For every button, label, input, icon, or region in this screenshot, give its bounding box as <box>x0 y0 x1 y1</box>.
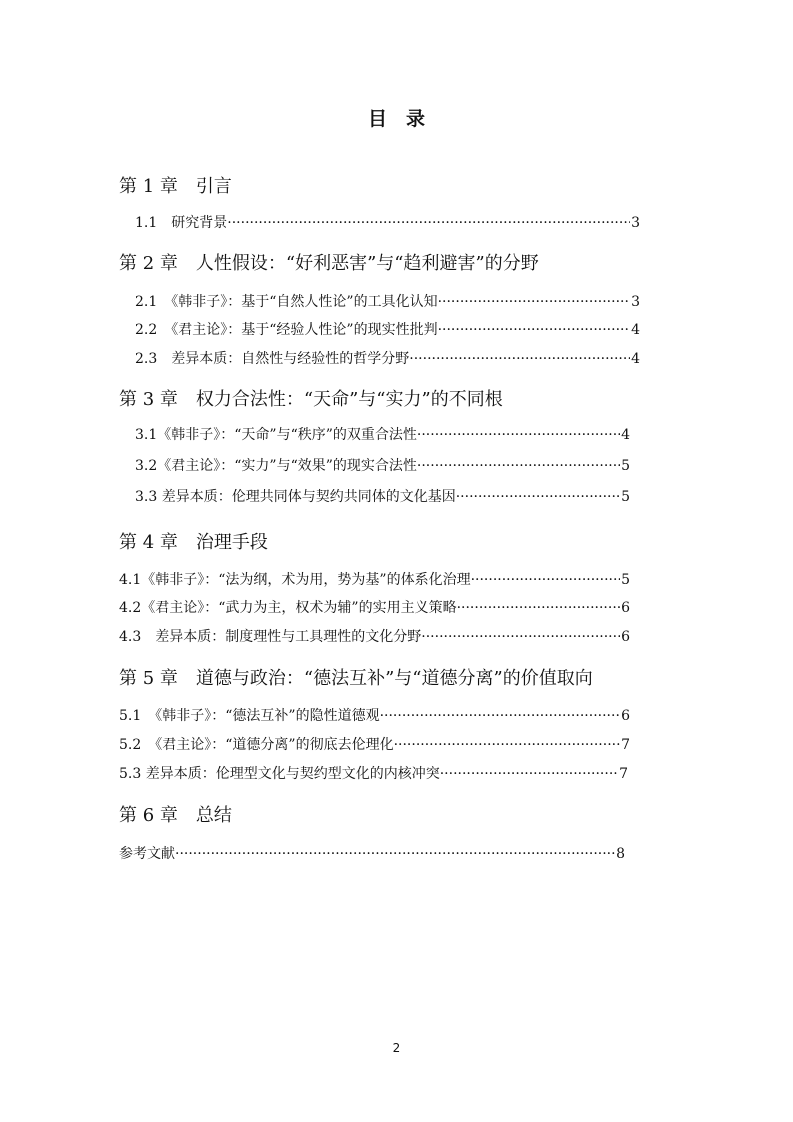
chapter-heading: 第 5 章 道德与政治：“德法互补”与“道德分离”的价值取向 <box>119 668 593 689</box>
toc-entry-label: 2.1 《韩非子》：基于“自然人性论”的工具化认知 <box>135 294 438 310</box>
toc-entry[interactable] <box>119 763 628 783</box>
toc-entry-label: 4.2《君主论》：“武力为主，权术为辅”的实用主义策略 <box>119 600 457 616</box>
toc-entry[interactable] <box>119 626 630 646</box>
toc-entry[interactable] <box>119 705 630 725</box>
toc-leader-dots <box>438 294 631 310</box>
toc-entry-page: 6 <box>621 708 630 724</box>
chapter-heading: 第 3 章 权力合法性：“天命”与“实力”的不同根 <box>119 389 503 410</box>
toc-entry-page: 3 <box>631 215 640 231</box>
toc-entry[interactable] <box>119 569 630 589</box>
toc-entry-page: 4 <box>631 351 640 367</box>
toc-leader-dots <box>471 572 621 588</box>
chapter-heading: 第 1 章 引言 <box>119 176 232 197</box>
toc-entry[interactable] <box>135 348 640 368</box>
toc-entry-label: 4.1《韩非子》：“法为纲，术为用，势为基”的体系化治理 <box>119 572 471 588</box>
toc-entry-label: 2.2 《君主论》：基于“经验人性论”的现实性批判 <box>135 322 438 338</box>
toc-entry-page: 8 <box>616 846 625 862</box>
toc-entry-label: 参考文献 <box>119 846 175 862</box>
chapter-heading: 第 6 章 总结 <box>119 805 232 826</box>
toc-entry-page: 6 <box>621 629 630 645</box>
toc-entry-page: 7 <box>621 737 630 753</box>
toc-entry-page: 4 <box>631 322 640 338</box>
chapter-heading: 第 2 章 人性假设：“好利恶害”与“趋利避害”的分野 <box>119 253 539 274</box>
toc-entry-page: 3 <box>631 294 640 310</box>
toc-entry-page: 5 <box>621 572 630 588</box>
toc-entry-label: 3.3 差异本质：伦理共同体与契约共同体的文化基因 <box>135 489 456 505</box>
toc-entry-page: 5 <box>621 458 630 474</box>
toc-entry-page: 4 <box>621 427 630 443</box>
toc-entry-page: 7 <box>619 766 628 782</box>
toc-entry-label: 5.2 《君主论》：“道德分离”的彻底去伦理化 <box>119 737 394 753</box>
toc-entry-label: 2.3 差异本质：自然性与经验性的哲学分野 <box>135 351 410 367</box>
toc-leader-dots <box>380 708 621 724</box>
toc-entry[interactable] <box>119 597 630 617</box>
toc-entry[interactable] <box>119 843 625 863</box>
toc-entry-label: 3.2《君主论》：“实力”与“效果”的现实合法性 <box>135 458 417 474</box>
toc-entry[interactable] <box>135 212 640 232</box>
toc-leader-dots <box>409 351 630 367</box>
toc-entry[interactable] <box>135 424 630 444</box>
toc-leader-dots <box>227 215 630 231</box>
toc-leader-dots <box>456 489 620 505</box>
toc-entry-page: 5 <box>621 489 630 505</box>
toc-entry[interactable] <box>135 455 630 475</box>
toc-entry-page: 6 <box>621 600 630 616</box>
toc-entry-label: 5.1 《韩非子》：“德法互补”的隐性道德观 <box>119 708 380 724</box>
toc-leader-dots <box>175 846 615 862</box>
toc-leader-dots <box>417 458 620 474</box>
toc-entry[interactable] <box>135 291 640 311</box>
toc-leader-dots <box>421 629 620 645</box>
toc-entry-label: 1.1 研究背景 <box>135 215 228 231</box>
toc-entry[interactable] <box>135 486 630 506</box>
toc-entry-label: 3.1《韩非子》：“天命”与“秩序”的双重合法性 <box>135 427 417 443</box>
toc-leader-dots <box>438 322 631 338</box>
page-title: 目 录 <box>367 108 425 130</box>
toc-leader-dots <box>417 427 620 443</box>
toc-entry-label: 5.3 差异本质：伦理型文化与契约型文化的内核冲突 <box>119 766 440 782</box>
toc-leader-dots <box>394 737 621 753</box>
toc-entry-label: 4.3 差异本质：制度理性与工具理性的文化分野 <box>119 629 422 645</box>
toc-leader-dots <box>440 766 618 782</box>
toc-leader-dots <box>457 600 621 616</box>
chapter-heading: 第 4 章 治理手段 <box>119 532 268 553</box>
page-number: 2 <box>392 1041 401 1055</box>
toc-entry[interactable] <box>135 319 640 339</box>
toc-entry[interactable] <box>119 734 630 754</box>
